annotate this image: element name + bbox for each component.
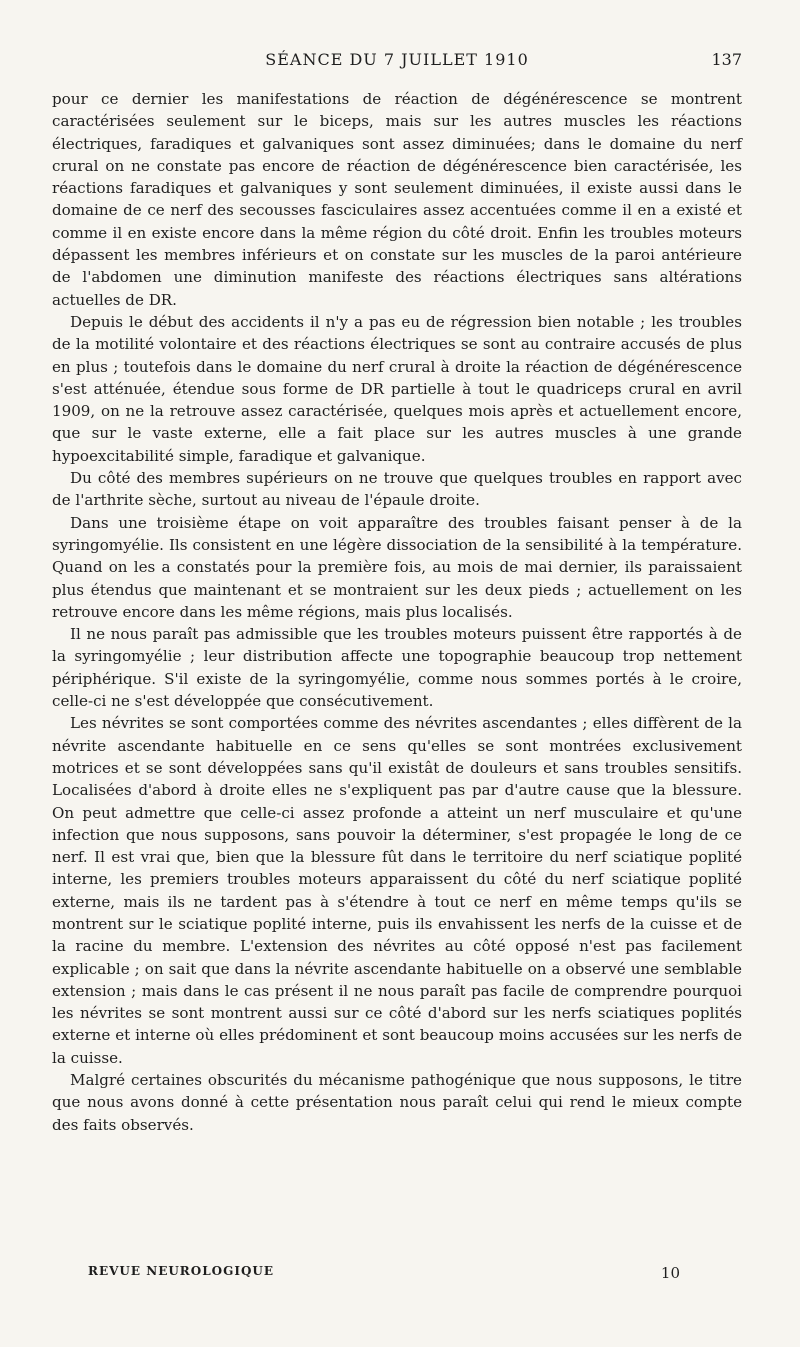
body-text xyxy=(52,88,742,1136)
paragraph: Les névrites se sont comportées comme des névrites ascendantes ; elles diffèrent de la névrite ascendante habituelle en ce sens qu'elles se sont montrées exclusivement motrices et se sont développées sans qu'il existât de douleurs et sans troubles sensitifs. Localisées d'abord à droite elles ne s'expliquent pas par d'autre cause que la blessure. On peut admettre que celle-ci assez profonde a atteint un nerf musculaire et qu'une infection que nous supposons, sans pouvoir la déterminer, s'est propagée le long de ce nerf. Il est vrai que, bien que la blessure fût dans le territoire du nerf sciatique poplité interne, les premiers troubles moteurs apparaissent du côté du nerf sciatique poplité externe, mais ils ne tardent pas à s'étendre à tout ce nerf en même temps qu'ils se montrent sur le sciatique poplité interne, puis ils envahissent les nerfs de la cuisse et de la racine du membre. L'extension des névrites au côté opposé n'est pas facilement explicable ; on sait que dans la névrite ascendante habituelle on a observé une semblable extension ; mais dans le cas présent il ne nous paraît pas facile de comprendre pourquoi les névrites se sont montrent aussi sur ce côté d'abord sur les nerfs sciatiques poplités externe et interne où elles prédominent et sont beaucoup moins accusées sur les nerfs de la cuisse. xyxy=(52,714,742,1067)
paragraph: pour ce dernier les manifestations de réaction de dégénérescence se montrent caractérisées seulement sur le biceps, mais sur les autres muscles les réactions électriques, faradiques et galvaniques sont assez diminuées; dans le domaine du nerf crural on ne constate pas encore de réaction de dégénérescence bien caractérisée, les réactions faradiques et galvaniques y sont seulement diminuées, il existe aussi dans le domaine de ce nerf des secousses fasciculaires assez accentuées comme il en a existé et comme il en existe encore dans la même région du côté droit. Enfin les troubles moteurs dépassent les membres inférieurs et on constate sur les muscles de la paroi antérieure de l'abdomen une diminution manifeste des réactions électriques sans altérations actuelles de DR. xyxy=(52,90,742,309)
paragraph: Il ne nous paraît pas admissible que les troubles moteurs puissent être rapportés à de la syringomyélie ; leur distribution affecte une topographie beaucoup trop nettement périphérique. S'il existe de la syringomyélie, comme nous sommes portés à le croire, celle-ci ne s'est développée que consécutivement. xyxy=(52,625,742,711)
paragraph: Depuis le début des accidents il n'y a pas eu de régression bien notable ; les troubles de la motilité volontaire et des réactions électriques se sont au contraire accusés de plus en plus ; toutefois dans le domaine du nerf crural à droite la réaction de dégénérescence s'est atténuée, étendue sous forme de DR partielle à tout le quadriceps crural en avril 1909, on ne la retrouve assez caractérisée, quelques mois après et actuellement encore, que sur le vaste externe, elle a fait place sur les autres muscles à une grande hypoexcitabilité simple, faradique et galvanique. xyxy=(52,312,742,465)
running-head xyxy=(52,50,742,74)
paragraph: Du côté des membres supérieurs on ne trouve que quelques troubles en rapport avec de l'arthrite sèche, surtout au niveau de l'épaule droite. xyxy=(52,469,742,510)
journal-name: REVUE NEUROLOGIQUE xyxy=(88,1264,275,1278)
page-number: 137 xyxy=(711,50,742,69)
running-title: SÉANCE DU 7 JUILLET 1910 xyxy=(265,50,529,69)
signature-mark: 10 xyxy=(660,1264,680,1282)
page-footer xyxy=(88,1264,680,1286)
paragraph: Malgré certaines obscurités du mécanisme pathogénique que nous supposons, le titre que nous avons donné à cette présentation nous paraît celui qui rend le mieux compte des faits observés. xyxy=(52,1071,742,1134)
paragraph: Dans une troisième étape on voit apparaître des troubles faisant penser à de la syringomyélie. Ils consistent en une légère dissociation de la sensibilité à la température. Quand on les a constatés pour la première fois, au mois de mai dernier, ils paraissaient plus étendus que maintenant et se montraient sur les deux pieds ; actuellement on les retrouve encore dans les même régions, mais plus localisés. xyxy=(52,513,742,621)
